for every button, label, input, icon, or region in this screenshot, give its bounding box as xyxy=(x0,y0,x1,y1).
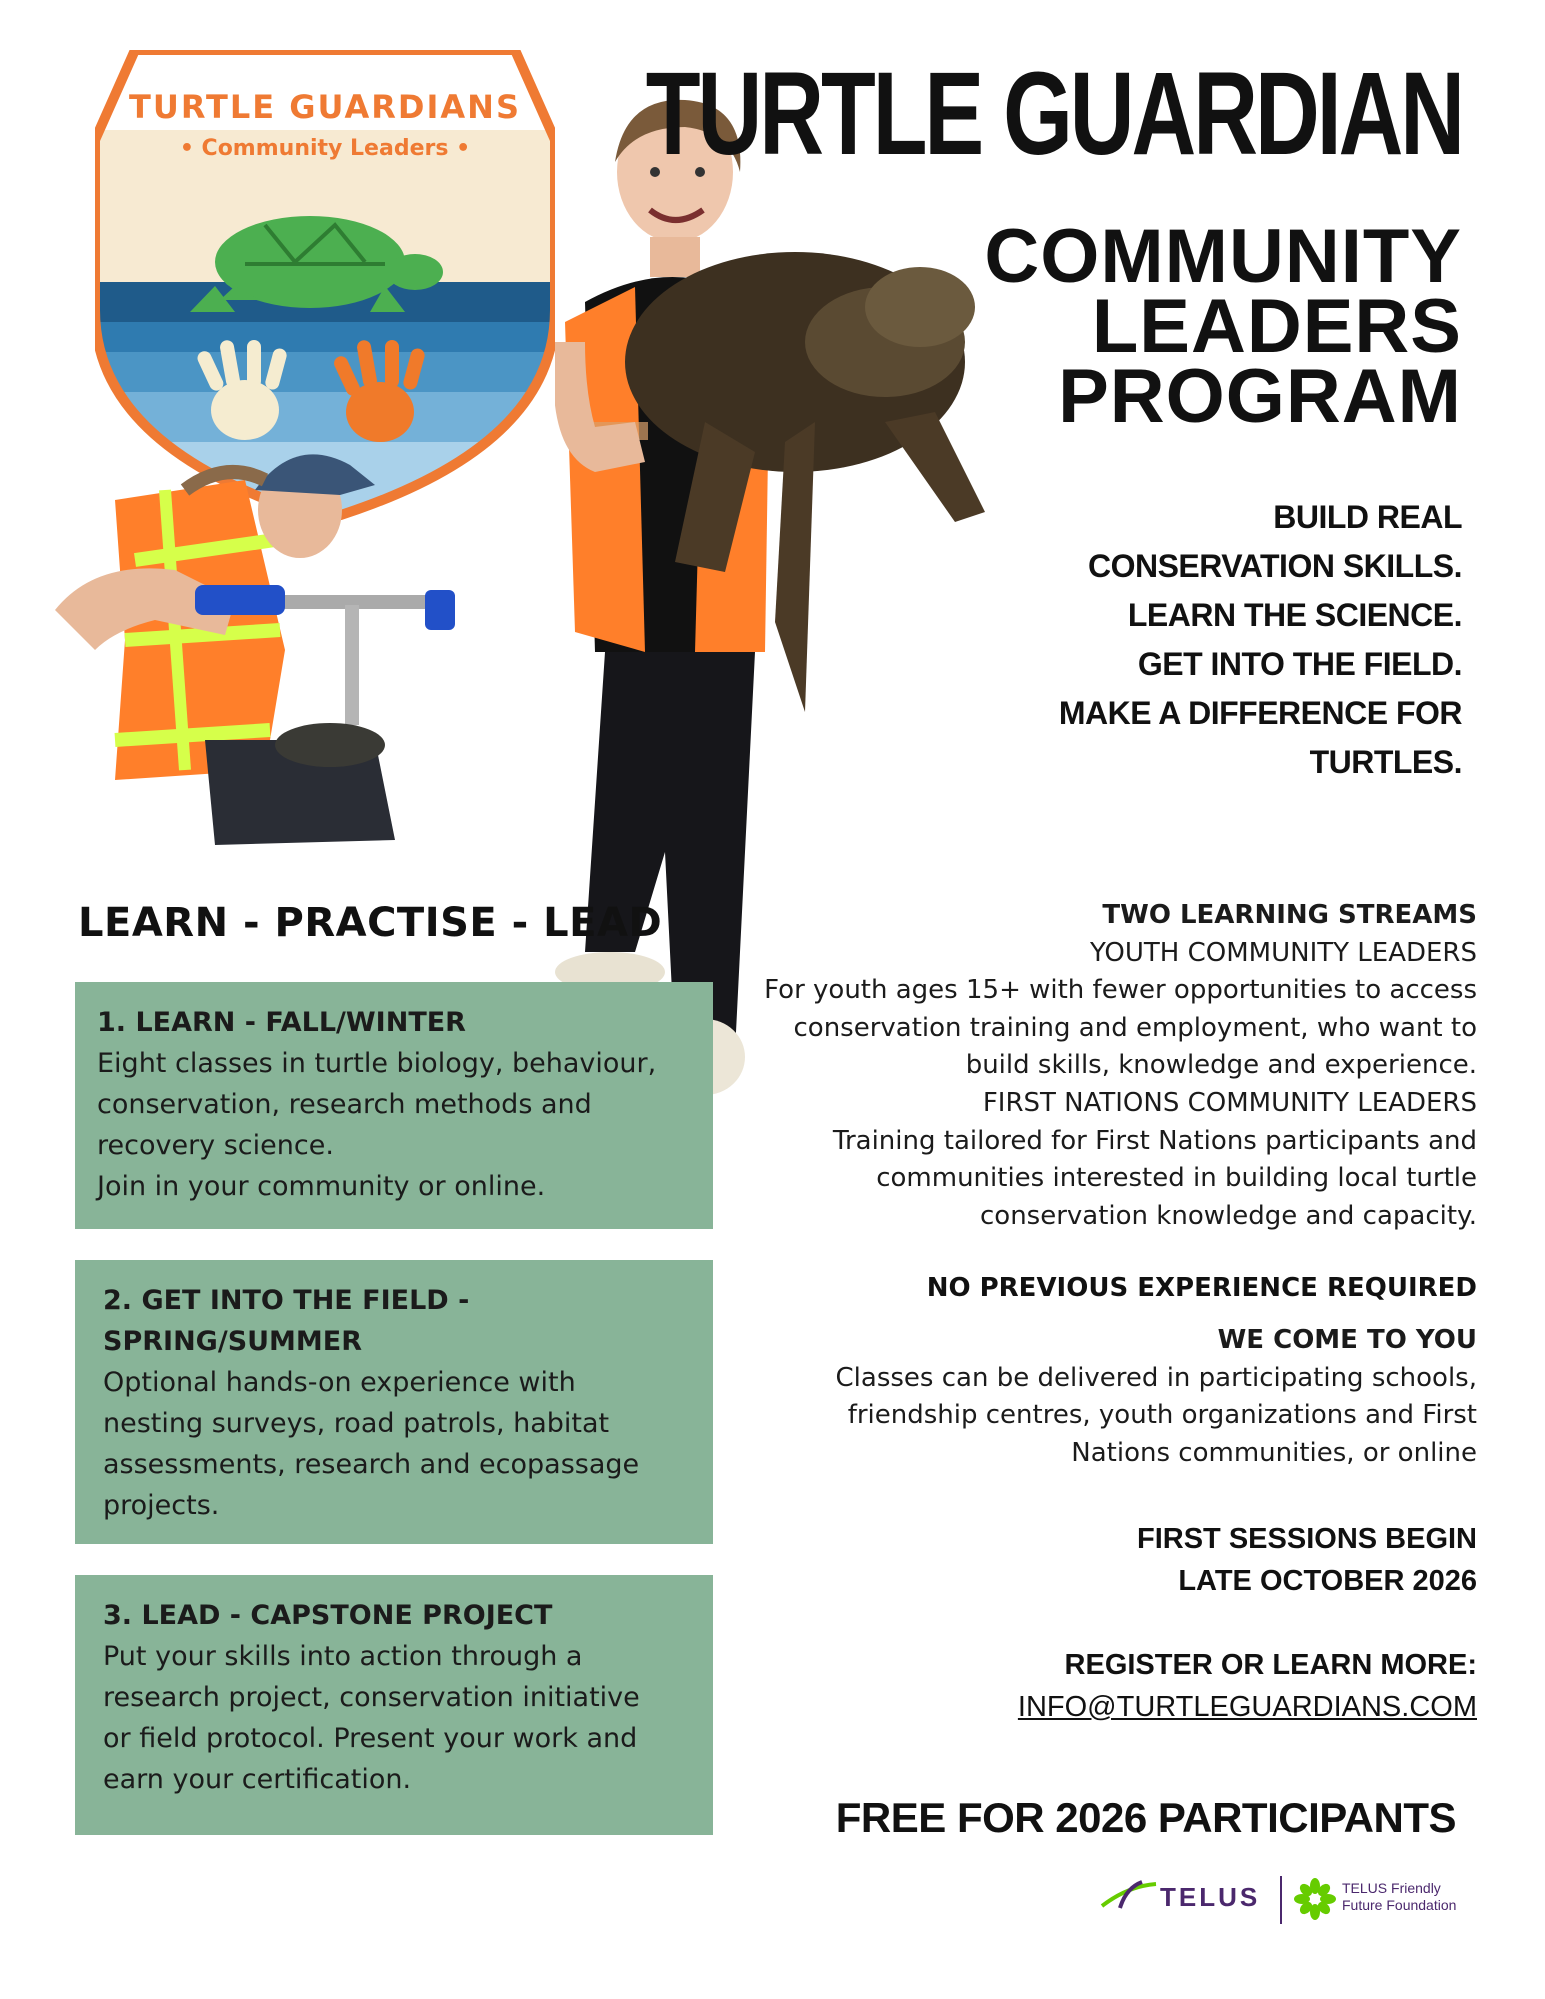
first-nations-line: Training tailored for First Nations participants and xyxy=(832,1125,1477,1156)
foundation-line: TELUS Friendly xyxy=(1342,1880,1441,1896)
youth-line: conservation training and employment, who want to xyxy=(793,1012,1477,1043)
sessions-start xyxy=(1137,1518,1477,1602)
step-line: projects. xyxy=(103,1490,220,1521)
youth-line: For youth ages 15+ with fewer opportunities to access xyxy=(764,975,1477,1006)
we-come-line: Classes can be delivered in participating schools, xyxy=(835,1362,1477,1393)
tagline-line: TURTLES. xyxy=(1309,744,1462,780)
foundation-line: Future Foundation xyxy=(1342,1897,1457,1913)
step-line: or field protocol. Present your work and xyxy=(103,1723,638,1754)
subtitle-line: PROGRAM xyxy=(1058,354,1462,439)
no-experience-note: NO PREVIOUS EXPERIENCE REQUIRED xyxy=(926,1273,1477,1303)
step-line: nesting surveys, road patrols, habitat xyxy=(103,1408,610,1439)
page-subtitle xyxy=(984,214,1462,439)
step-lead-box xyxy=(75,1575,713,1835)
step-line: Optional hands-on experience with xyxy=(103,1367,576,1398)
step-line: Eight classes in turtle biology, behaviour, xyxy=(97,1048,657,1079)
step-title: 1. LEARN - FALL/WINTER xyxy=(97,1007,466,1038)
step-title: 2. GET INTO THE FIELD - xyxy=(103,1285,470,1316)
tagline-line: BUILD REAL xyxy=(1273,499,1462,535)
learn-practise-lead-heading: LEARN - PRACTISE - LEAD xyxy=(78,900,663,946)
we-come-heading: WE COME TO YOU xyxy=(1217,1325,1477,1355)
step-title: 3. LEAD - CAPSTONE PROJECT xyxy=(103,1600,553,1631)
subtitle-line: LEADERS xyxy=(1091,284,1462,369)
step-learn-box xyxy=(75,982,713,1229)
badge-title: TURTLE GUARDIANS xyxy=(129,88,521,126)
step-line: Put your skills into action through a xyxy=(103,1641,583,1672)
register-label: REGISTER OR LEARN MORE: xyxy=(1064,1649,1477,1681)
telus-flower-icon xyxy=(1294,1878,1336,1920)
page-title: TURTLE GUARDIAN xyxy=(645,48,1462,180)
foundation-name xyxy=(1342,1880,1456,1914)
sessions-line: LATE OCTOBER 2026 xyxy=(1178,1565,1477,1597)
step-line: conservation, research methods and xyxy=(97,1089,592,1120)
first-nations-line: conservation knowledge and capacity. xyxy=(980,1200,1477,1231)
first-nations-line: communities interested in building local turtle xyxy=(876,1163,1477,1194)
free-participants-banner: FREE FOR 2026 PARTICIPANTS xyxy=(835,1794,1456,1841)
telus-logo: TELUS xyxy=(1160,1882,1261,1912)
we-come-line: friendship centres, youth organizations and First xyxy=(847,1400,1477,1430)
tagline-line: CONSERVATION SKILLS. xyxy=(1087,548,1462,584)
tagline-line: MAKE A DIFFERENCE FOR xyxy=(1058,695,1462,731)
we-come-line: Nations communities, or online xyxy=(1071,1437,1477,1468)
step-line: research project, conservation initiative xyxy=(103,1682,640,1713)
step-line: earn your certification. xyxy=(103,1764,412,1795)
badge-subtitle: • Community Leaders • xyxy=(179,136,471,161)
tagline xyxy=(1059,493,1462,787)
step-line: recovery science. xyxy=(97,1130,334,1161)
step-title: SPRING/SUMMER xyxy=(103,1326,363,1357)
tagline-line: GET INTO THE FIELD. xyxy=(1137,646,1462,682)
photo-measuring-turtle xyxy=(55,440,465,855)
telus-swoosh-icon xyxy=(1098,1878,1158,1912)
tagline-line: LEARN THE SCIENCE. xyxy=(1127,597,1462,633)
we-come-to-you xyxy=(717,1322,1477,1472)
youth-heading: YOUTH COMMUNITY LEADERS xyxy=(1089,937,1477,968)
sessions-line: FIRST SESSIONS BEGIN xyxy=(1137,1523,1477,1555)
subtitle-line: COMMUNITY xyxy=(984,214,1462,299)
youth-line: build skills, knowledge and experience. xyxy=(965,1050,1477,1081)
register-block xyxy=(1018,1644,1477,1728)
step-line: assessments, research and ecopassage xyxy=(103,1449,640,1480)
learning-streams xyxy=(717,897,1477,1235)
badge-text xyxy=(95,88,555,161)
divider xyxy=(1280,1876,1282,1924)
first-nations-heading: FIRST NATIONS COMMUNITY LEADERS xyxy=(982,1087,1477,1118)
streams-heading: TWO LEARNING STREAMS xyxy=(1102,900,1477,930)
email-link[interactable]: INFO@TURTLEGUARDIANS.COM xyxy=(1017,1691,1477,1723)
step-line: Join in your community or online. xyxy=(97,1171,546,1202)
sponsor-logos xyxy=(1098,1872,1478,1932)
step-field-box xyxy=(75,1260,713,1544)
